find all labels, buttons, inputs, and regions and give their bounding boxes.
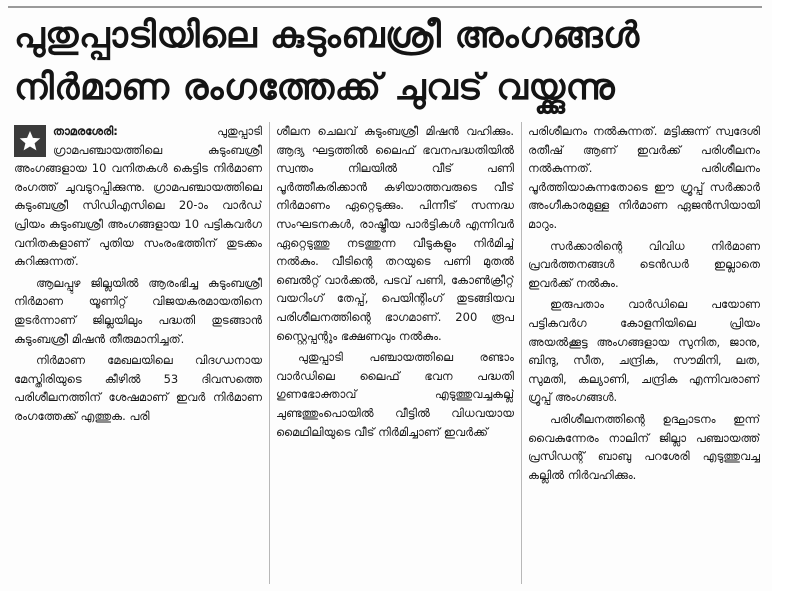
paragraph: ഇരുപതാം വാർഡിലെ പയോണ പട്ടികവർഗ കോളനിയിലെ പ്രിയം അയൽക്കൂട്ട അംഗങ്ങളായ സുനിത, ജാനു, ബിന്ദു, സീത, ചന്ദ്രിക, സൗമിനി, ലത, സുമതി, കല്യാണി, ചന്ദ്രിക എന്നിവരാണ് ഗ്രൂപ്പ് അംഗങ്ങൾ. <box>528 297 760 405</box>
page-margin <box>772 0 800 591</box>
dateline: താമരശേരി: <box>53 124 118 138</box>
paragraph-text: പുതുപ്പാടി ഗ്രാമപഞ്ചായത്തിലെ കുടുംബശ്രീ അംഗങ്ങളായ 10 വനിതകൾ കെട്ടിട നിർമാണ രംഗത്ത് ചുവടുറപ്പിക്കുന്നു. ഗ്രാമപഞ്ചായത്തിലെ കുടുംബശ്രീ സിഡിഎസിലെ 20-ാം വാർഡ് പ്രിയം കുടുംബശ്രീ അംഗങ്ങളായ 10 പട്ടികവർഗ വനിതകളാണ് പുതിയ സംരംഭത്തിന് തുടക്കം കുറിക്കുന്നത്. <box>14 124 262 269</box>
column-2 <box>276 122 514 584</box>
top-rule <box>8 6 762 8</box>
paragraph: പരിശീലനം നൽകുന്നത്. മട്ടിക്കുന്ന് സ്വദേശി രതീഷ് ആണ് ഇവർക്ക് പരിശീലനം നൽകുന്നത്. പരിശീലനം പൂർത്തിയാകുന്നതോടെ ഈ ഗ്രൂപ്പ് സർക്കാർ അംഗീകാരമുള്ള നിർമാണ ഏജൻസിയായി മാറും. <box>528 124 760 231</box>
headline <box>14 10 774 114</box>
paragraph: നിർമാണ മേഖലയിലെ വിദഗ്ധനായ മേസ്തിരിയുടെ കീഴിൽ 53 ദിവസത്തെ പരിശീലനത്തിന് ശേഷമാണ് ഇവർ നിർമാണ രംഗത്തേക്ക് എത്തുക. പരി <box>14 353 262 423</box>
star-icon <box>14 125 46 157</box>
column-3 <box>528 122 760 584</box>
paragraph: ആലപ്പുഴ ജില്ലയിൽ ആരംഭിച്ച കുടുംബശ്രീ നിർമാണ യൂണിറ്റ് വിജയകരമായതിനെ തുടർന്നാണ് ജില്ലയിലും പദ്ധതി തുടങ്ങാൻ കുടുംബശ്രീ മിഷൻ തീരുമാനിച്ചത്. <box>14 275 262 346</box>
headline-line-2: നിർമാണ രംഗത്തേക്ക് ചുവട് വയ്ക്കുന്നു <box>14 67 616 108</box>
paragraph: ശീലന ചെലവ് കുടുംബശ്രീ മിഷൻ വഹിക്കും. ആദ്യ ഘട്ടത്തിൽ ലൈഫ് ഭവനപദ്ധതിയിൽ സ്വന്തം നിലയിൽ വീട് പണി പൂർത്തീകരിക്കാൻ കഴിയാത്തവരുടെ വീട് നിർമാണം ഏറ്റെടുക്കും. പിന്നീട് സന്നദ്ധ സംഘടനകൾ, രാഷ്ട്രീയ പാർട്ടികൾ എന്നിവർ ഏറ്റെടുത്തു നടത്തുന്ന വീടുകളും നിർമിച്ച് നൽകും. വീടിന്റെ തറയുടെ പണി മുതൽ ബെൽറ്റ് വാർക്കൽ, പടവ് പണി, കോൺക്രീറ്റ് വയറിംഗ് തേപ്പ്, പെയിന്റിംഗ് തുടങ്ങിയവ പരിശീലനത്തിന്റെ ഭാഗമാണ്. 200 രൂപ സ്റ്റൈപ്പന്റും ഭക്ഷണവും നൽകും. <box>276 124 514 343</box>
paragraph: സർക്കാരിന്റെ വിവിധ നിർമാണ പ്രവർത്തനങ്ങൾ ടെൻഡർ ഇല്ലാതെ ഇവർക്ക് നൽകും. <box>528 238 760 290</box>
article-body <box>14 122 760 584</box>
paragraph: പരിശീലനത്തിന്റെ ഉദ്ഘാടനം ഇന്ന് വൈകുന്നേരം നാലിന് ജില്ലാ പഞ്ചായത്ത് പ്രസിഡന്റ് ബാബു പറശേരി എടുത്തുവച്ച കല്ലിൽ നിർവഹിക്കും. <box>528 411 760 482</box>
column-divider <box>521 122 522 584</box>
column-divider <box>269 122 270 584</box>
column-1 <box>14 122 262 584</box>
paragraph: പുതുപ്പാടി പഞ്ചായത്തിലെ രണ്ടാം വാർഡിലെ ലൈഫ് ഭവന പദ്ധതി ഗുണഭോക്താവ് എടുത്തുവച്ചകല്ല് ചുണ്ടത്തുംപൊയിൽ വീട്ടിൽ വിധവയായ മൈഥിലിയുടെ വീട് നിർമിച്ചാണ് ഇവർക്ക് <box>276 350 514 439</box>
headline-line-1: പുതുപ്പാടിയിലെ കുടുംബശ്രീ അംഗങ്ങൾ <box>14 15 640 56</box>
paragraph <box>14 122 262 271</box>
